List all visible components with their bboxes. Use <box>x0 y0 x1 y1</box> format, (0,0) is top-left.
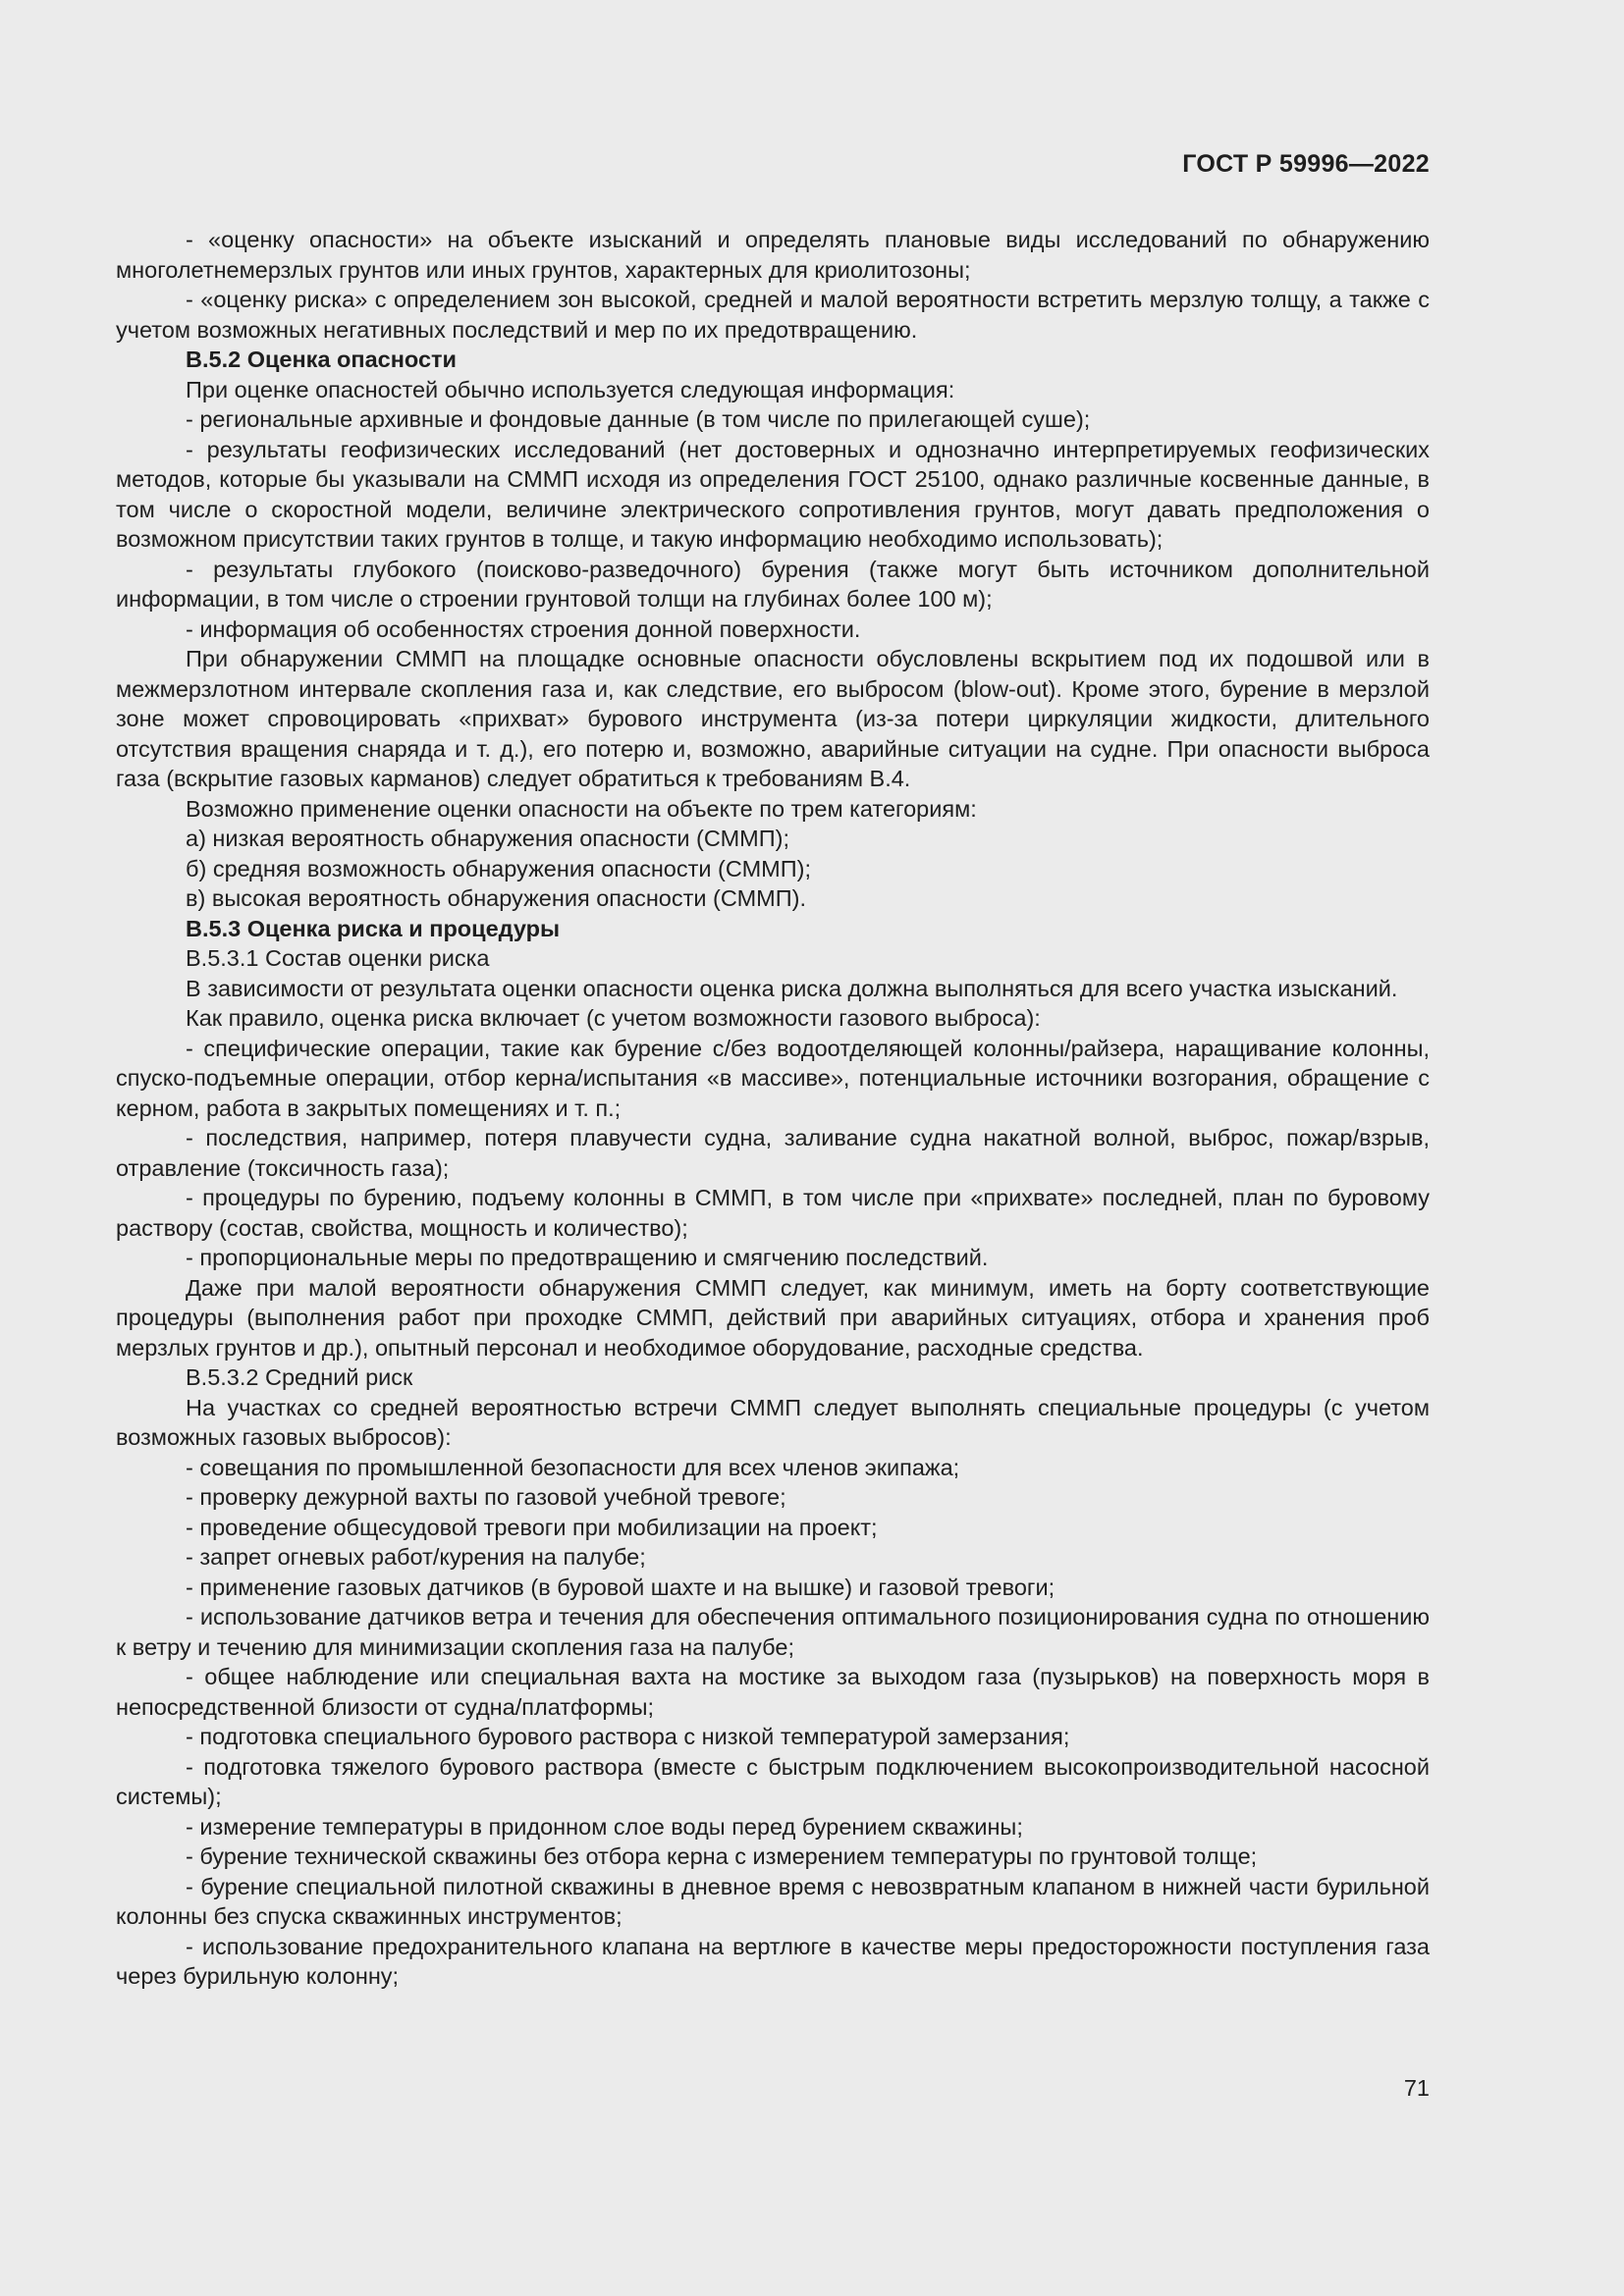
paragraph: - подготовка тяжелого бурового раствора (вместе с быстрым подключением высокопроизводительной насосной системы); <box>116 1753 1430 1809</box>
page-number: 71 <box>1403 2075 1430 2101</box>
paragraph: Как правило, оценка риска включает (с учетом возможности газового выброса): <box>186 1005 1041 1031</box>
paragraph: При обнаружении СММП на площадке основные опасности обусловлены вскрытием под их подошвой или в межмерзлотном интервале скопления газа и, как следствие, его выбросом (blow-out). Кроме этого, бурение в мерзлой зоне может спровоцировать «прихват» бурового инструмента (из-за потери циркуляции жидкости, длительного отсутствия вращения снаряда и т. д.), его потерю и, возможно, аварийные ситуации на судне. При опасности выброса газа (вскрытие газовых карманов) следует обратиться к требованиям В.4. <box>116 646 1430 791</box>
paragraph: Даже при малой вероятности обнаружения СММП следует, как минимум, иметь на борту соответствующие процедуры (выполнения работ при проходке СММП, действий при аварийных ситуациях, отбора и хранения проб мерзлых грунтов и др.), опытный персонал и необходимое оборудование, расходные средства. <box>116 1274 1430 1361</box>
paragraph: в) высокая вероятность обнаружения опасности (СММП). <box>186 885 806 911</box>
paragraph: При оценке опасностей обычно используется следующая информация: <box>186 376 955 402</box>
section-heading: В.5.3 Оценка риска и процедуры <box>186 915 561 941</box>
paragraph: Возможно применение оценки опасности на объекте по трем категориям: <box>186 795 977 822</box>
paragraph: - результаты глубокого (поисково-разведочного) бурения (также могут быть источником дополнительной информации, в том числе о строении грунтовой толщи на глубинах более 100 м); <box>116 556 1430 612</box>
paragraph: - бурение технической скважины без отбора керна с измерением температуры по грунтовой толще; <box>186 1843 1258 1869</box>
paragraph: - запрет огневых работ/курения на палубе; <box>186 1544 646 1570</box>
document-body <box>116 225 1430 1992</box>
paragraph: - специфические операции, такие как бурение с/без водоотделяющей колонны/райзера, наращивание колонны, спуско-подъемные операции, отбор керна/испытания «в массиве», потенциальные источники возгорания, обращение с керном, работа в закрытых помещениях и т. п.; <box>116 1035 1430 1121</box>
paragraph: В.5.3.1 Состав оценки риска <box>186 945 490 971</box>
paragraph: - подготовка специального бурового раствора с низкой температурой замерзания; <box>186 1724 1070 1749</box>
paragraph: - пропорциональные меры по предотвращению и смягчению последствий. <box>186 1245 989 1270</box>
paragraph: - результаты геофизических исследований (нет достоверных и однозначно интерпретируемых геофизических методов, которые бы указывали на СММП исходя из определения ГОСТ 25100, однако различные косвенные данные, в том числе о скоростной модели, величине электрического сопротивления грунтов, могут давать предположения о возможном присутствии таких грунтов в толще, и такую информацию необходимо использовать); <box>116 436 1430 552</box>
paragraph: а) низкая вероятность обнаружения опасности (СММП); <box>186 826 789 851</box>
paragraph: - «оценку опасности» на объекте изысканий и определять плановые виды исследований по обнаружению многолетнемерзлых грунтов или иных грунтов, характерных для криолитозоны; <box>116 227 1430 283</box>
paragraph: - проведение общесудовой тревоги при мобилизации на проект; <box>186 1514 878 1540</box>
paragraph: - региональные архивные и фондовые данные (в том числе по прилегающей суше); <box>186 406 1091 432</box>
paragraph: - проверку дежурной вахты по газовой учебной тревоге; <box>186 1484 786 1510</box>
paragraph: - общее наблюдение или специальная вахта на мостике за выходом газа (пузырьков) на поверхность моря в непосредственной близости от судна/платформы; <box>116 1664 1430 1720</box>
paragraph: - бурение специальной пилотной скважины в дневное время с невозвратным клапаном в нижней части бурильной колонны без спуска скважинных инструментов; <box>116 1873 1430 1929</box>
paragraph: - применение газовых датчиков (в буровой шахте и на вышке) и газовой тревоги; <box>186 1574 1056 1600</box>
paragraph: - измерение температуры в придонном слое воды перед бурением скважины; <box>186 1813 1023 1840</box>
paragraph: - последствия, например, потеря плавучести судна, заливание судна накатной волной, выброс, пожар/взрыв, отравление (токсичность газа); <box>116 1125 1430 1181</box>
paragraph: - информация об особенностях строения донной поверхности. <box>186 615 861 642</box>
paragraph: - использование предохранительного клапана на вертлюге в качестве меры предосторожности поступления газа через бурильную колонну; <box>116 1933 1430 1989</box>
paragraph: На участках со средней вероятностью встречи СММП следует выполнять специальные процедуры (с учетом возможных газовых выбросов): <box>116 1394 1430 1450</box>
paragraph: - процедуры по бурению, подъему колонны в СММП, в том числе при «прихвате» последней, план по буровому раствору (состав, свойства, мощность и количество); <box>116 1185 1430 1241</box>
paragraph: б) средняя возможность обнаружения опасности (СММП); <box>186 855 811 881</box>
document-header: ГОСТ Р 59996—2022 <box>1182 150 1430 178</box>
paragraph: - «оценку риска» с определением зон высокой, средней и малой вероятности встретить мерзлую толщу, а также с учетом возможных негативных последствий и мер по их предотвращению. <box>116 287 1430 343</box>
section-heading: В.5.2 Оценка опасности <box>186 347 457 372</box>
paragraph: - использование датчиков ветра и течения для обеспечения оптимального позиционирования судна по отношению к ветру и течению для минимизации скопления газа на палубе; <box>116 1604 1430 1660</box>
paragraph: В зависимости от результата оценки опасности оценка риска должна выполняться для всего участка изысканий. <box>186 975 1398 1001</box>
paragraph: В.5.3.2 Средний риск <box>186 1364 413 1390</box>
paragraph: - совещания по промышленной безопасности для всех членов экипажа; <box>186 1454 960 1480</box>
